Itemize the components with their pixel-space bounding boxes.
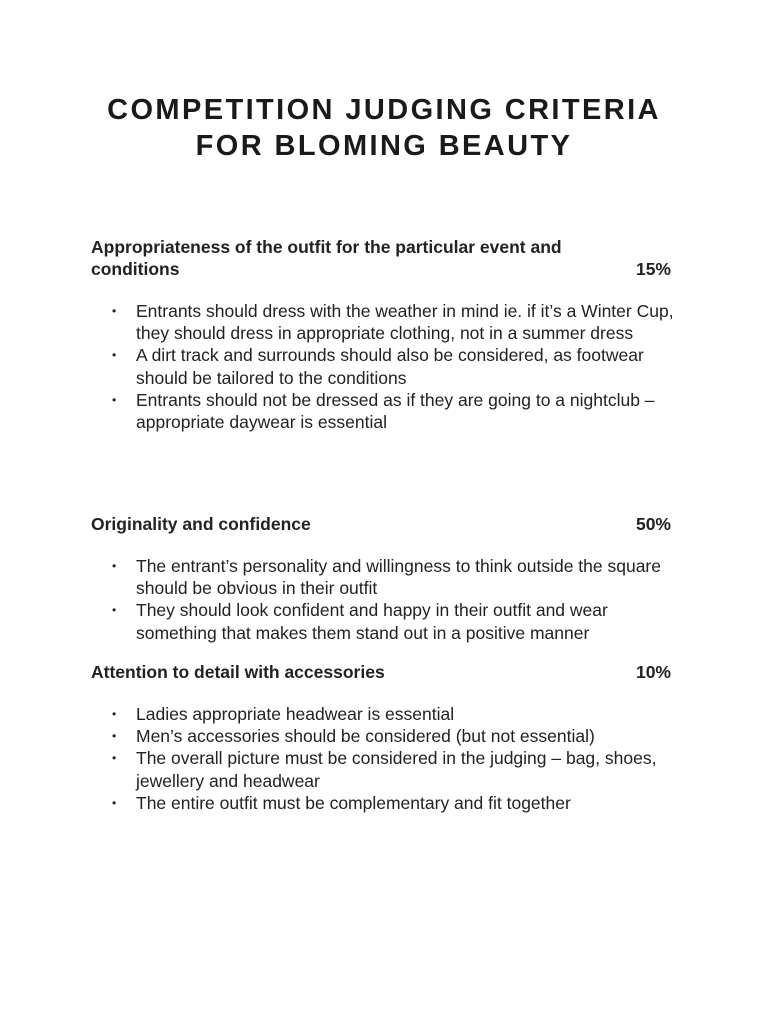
- bullet-list-originality: [112, 555, 682, 644]
- bullet-list-appropriateness: [112, 300, 682, 433]
- title-line-1: COMPETITION JUDGING CRITERIA: [107, 94, 661, 126]
- section-heading-text: Attention to detail with accessories: [91, 662, 385, 682]
- section-heading-text: Originality and confidence: [91, 514, 311, 534]
- list-item: • A dirt track and surrounds should also be considered, as footwear should be tailored to the conditions: [112, 344, 682, 388]
- list-item: • Entrants should not be dressed as if they are going to a nightclub – appropriate daywear is essential: [112, 389, 682, 433]
- page-title: [0, 92, 768, 164]
- list-item: • Ladies appropriate headwear is essential: [112, 703, 682, 725]
- list-item: • The entire outfit must be complementary and fit together: [112, 792, 682, 814]
- list-item: • Men’s accessories should be considered (but not essential): [112, 725, 682, 747]
- bullet-list-accessories: [112, 703, 682, 814]
- title-line-2: FOR BLOMING BEAUTY: [195, 130, 573, 162]
- section-heading-text: Appropriateness of the outfit for the particular event and conditions: [91, 237, 562, 279]
- section-percent-row: [91, 258, 671, 280]
- list-item: • They should look confident and happy in their outfit and wear something that makes them stand out in a positive manner: [112, 599, 682, 643]
- section-percent: 15%: [635, 259, 671, 279]
- section-heading-originality: [91, 513, 671, 535]
- list-item: • Entrants should dress with the weather in mind ie. if it’s a Winter Cup, they should dress in appropriate clothing, not in a summer dress: [112, 300, 682, 344]
- list-item: • The overall picture must be considered in the judging – bag, shoes, jewellery and headwear: [112, 747, 682, 791]
- section-heading-accessories: [91, 661, 671, 683]
- section-percent: 50%: [635, 514, 671, 534]
- list-item: • The entrant’s personality and willingness to think outside the square should be obvious in their outfit: [112, 555, 682, 599]
- section-percent: 10%: [635, 662, 671, 682]
